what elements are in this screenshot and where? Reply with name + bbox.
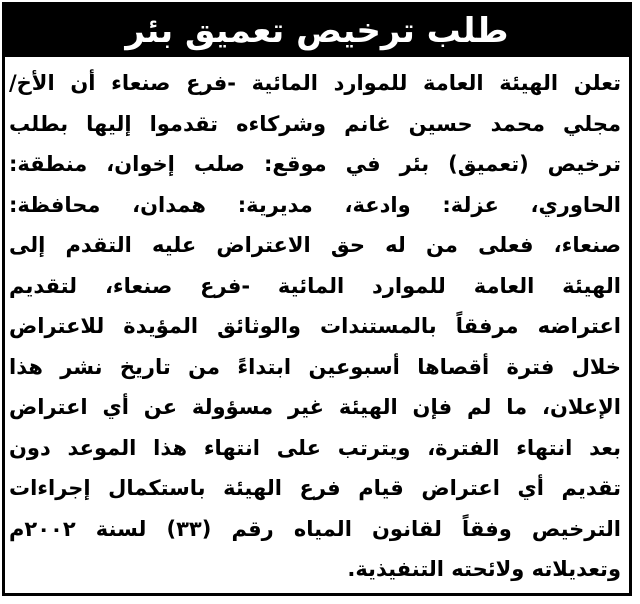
body-line-12: الترخيص وفقاً لقانون المياه رقم (٣٣) لسنة ٢٠٠٢م xyxy=(9,516,621,541)
body-line-9: الإعلان، ما لم فإن الهيئة غير مسؤولة عن أي اعتراض xyxy=(9,395,621,419)
notice-body xyxy=(9,65,621,592)
body-line-4: الحاوري، عزلة: وادعة، مديرية: همدان، محافظة: xyxy=(9,192,621,217)
body-line-6: الهيئة العامة للموارد المائية -فرع صنعاء، لتقديم xyxy=(9,273,621,298)
well-deepening-notice xyxy=(2,2,632,596)
body-line-5: صنعاء، فعلى من له حق الاعتراض عليه التقدم إلى xyxy=(9,233,621,257)
body-line-8: خلال فترة أقصاها أسبوعين ابتداءً من تاريخ نشر هذا xyxy=(9,354,621,379)
body-line-7: اعتراضه مرفقاً بالمستندات والوثائق المؤيدة للاعتراض xyxy=(9,314,621,338)
notice-title: طلب ترخيص تعميق بئر xyxy=(125,11,509,51)
body-line-1: تعلن الهيئة العامة للموارد المائية -فرع صنعاء أن الأخ/ xyxy=(9,71,621,95)
body-line-2: مجلي محمد حسين غانم وشركاءه تقدموا إليها بطلب xyxy=(9,111,621,136)
body-line-10: بعد انتهاء الفترة، ويترتب على انتهاء هذا الموعد دون xyxy=(9,435,621,460)
body-line-13: وتعديلاته ولائحته التنفيذية. xyxy=(347,557,621,581)
body-line-3: ترخيص (تعميق) بئر في موقع: صلب إخوان، منطقة: xyxy=(9,152,621,176)
body-line-11: تقديم أي اعتراض قيام فرع الهيئة باستكمال إجراءات xyxy=(9,476,621,500)
title-bar xyxy=(5,5,629,57)
